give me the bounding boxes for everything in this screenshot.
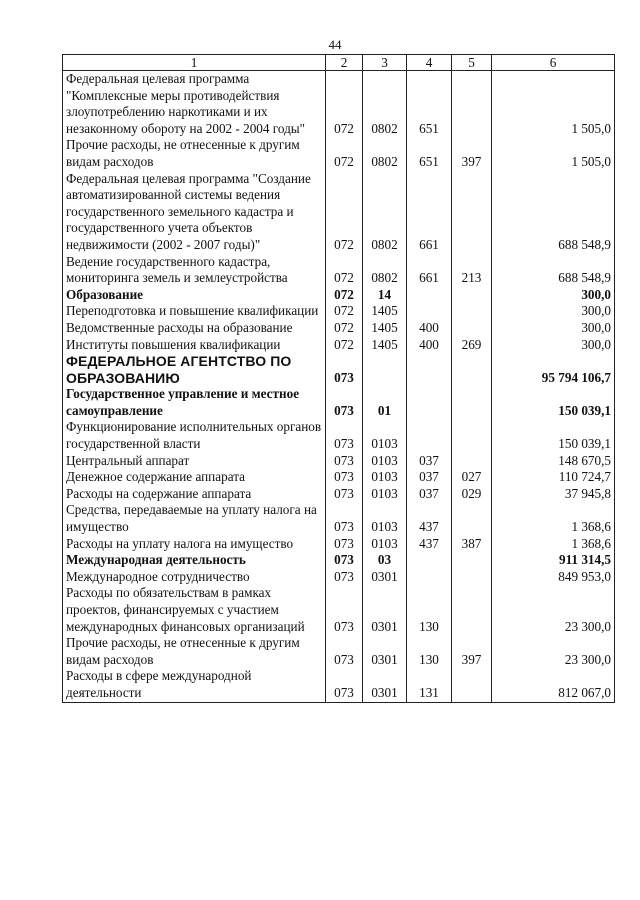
header-cell-6: 6 [492,55,615,71]
row-name: ФЕДЕРАЛЬНОЕ АГЕНТСТВО ПО ОБРАЗОВАНИЮ [63,353,326,386]
row-expense-code: 397 [452,137,492,170]
row-name: Международная деятельность [63,552,326,569]
row-section-code: 072 [326,171,363,254]
header-cell-3: 3 [363,55,407,71]
row-section-code: 073 [326,386,363,419]
row-target-code: 037 [407,486,452,503]
table-row [63,386,615,419]
table-row [63,303,615,320]
row-subsection-code: 0103 [363,453,407,470]
row-subsection-code: 0103 [363,486,407,503]
row-section-code: 073 [326,469,363,486]
row-section-code: 073 [326,585,363,635]
row-section-code: 072 [326,337,363,354]
row-subsection-code: 0103 [363,419,407,452]
row-name: Международное сотрудничество [63,569,326,586]
row-amount: 849 953,0 [492,569,615,586]
row-expense-code [452,353,492,386]
row-expense-code [452,320,492,337]
row-target-code: 651 [407,71,452,138]
row-name: Прочие расходы, не отнесенные к другим видам расходов [63,635,326,668]
row-expense-code [452,552,492,569]
row-expense-code: 269 [452,337,492,354]
row-target-code: 037 [407,453,452,470]
row-section-code: 073 [326,552,363,569]
row-target-code [407,303,452,320]
row-section-code: 072 [326,137,363,170]
row-expense-code: 397 [452,635,492,668]
row-name: Ведение государственного кадастра, мониторинга земель и землеустройства [63,254,326,287]
table-row [63,137,615,170]
row-section-code: 073 [326,453,363,470]
row-amount: 37 945,8 [492,486,615,503]
row-target-code [407,419,452,452]
row-name: Средства, передаваемые на уплату налога на имущество [63,502,326,535]
row-name: Расходы в сфере международной деятельности [63,668,326,702]
row-amount: 1 505,0 [492,71,615,138]
row-section-code: 073 [326,419,363,452]
row-target-code: 661 [407,171,452,254]
row-subsection-code: 0802 [363,137,407,170]
row-target-code: 037 [407,469,452,486]
row-subsection-code: 0802 [363,171,407,254]
table-row [63,635,615,668]
table-row [63,536,615,553]
row-section-code: 072 [326,287,363,304]
row-expense-code [452,303,492,320]
row-expense-code [452,71,492,138]
row-name: Расходы по обязательствам в рамках проектов, финансируемых с участием международных финансовых организаций [63,585,326,635]
row-target-code: 651 [407,137,452,170]
table-row [63,353,615,386]
row-target-code: 130 [407,585,452,635]
row-amount: 150 039,1 [492,386,615,419]
row-expense-code [452,287,492,304]
table-row [63,469,615,486]
table-row [63,453,615,470]
row-target-code: 400 [407,320,452,337]
row-amount: 688 548,9 [492,254,615,287]
row-expense-code [452,569,492,586]
budget-table-body [63,55,615,703]
row-subsection-code: 1405 [363,303,407,320]
row-section-code: 073 [326,353,363,386]
row-section-code: 073 [326,502,363,535]
row-target-code [407,287,452,304]
row-subsection-code: 14 [363,287,407,304]
row-section-code: 072 [326,71,363,138]
row-target-code: 131 [407,668,452,702]
table-row [63,419,615,452]
row-name: Образование [63,287,326,304]
row-subsection-code: 1405 [363,337,407,354]
table-row [63,486,615,503]
row-section-code: 072 [326,254,363,287]
row-expense-code: 387 [452,536,492,553]
row-section-code: 072 [326,303,363,320]
header-row [63,55,615,71]
row-section-code: 073 [326,569,363,586]
row-expense-code: 029 [452,486,492,503]
row-target-code [407,552,452,569]
row-name: Федеральная целевая программа "Комплексные меры противодействия злоупотреблению наркотиками и их незаконному обороту на 2002 - 2004 годы" [63,71,326,138]
row-amount: 23 300,0 [492,585,615,635]
row-subsection-code: 0103 [363,502,407,535]
header-cell-4: 4 [407,55,452,71]
row-name: Переподготовка и повышение квалификации [63,303,326,320]
row-name: Функционирование исполнительных органов государственной власти [63,419,326,452]
table-row [63,71,615,138]
table-row [63,254,615,287]
row-name: Денежное содержание аппарата [63,469,326,486]
row-expense-code [452,419,492,452]
row-subsection-code: 0301 [363,569,407,586]
row-amount: 1 368,6 [492,536,615,553]
row-amount: 300,0 [492,303,615,320]
table-row [63,320,615,337]
row-section-code: 072 [326,320,363,337]
row-section-code: 073 [326,635,363,668]
row-subsection-code: 01 [363,386,407,419]
row-section-code: 073 [326,536,363,553]
row-section-code: 073 [326,486,363,503]
row-name: Государственное управление и местное самоуправление [63,386,326,419]
row-expense-code [452,585,492,635]
row-section-code: 073 [326,668,363,702]
row-subsection-code [363,353,407,386]
row-amount: 148 670,5 [492,453,615,470]
row-subsection-code: 0301 [363,635,407,668]
row-subsection-code: 0301 [363,585,407,635]
row-expense-code [452,386,492,419]
row-expense-code: 213 [452,254,492,287]
row-expense-code [452,668,492,702]
row-subsection-code: 0802 [363,71,407,138]
row-name: Ведомственные расходы на образование [63,320,326,337]
table-row [63,287,615,304]
row-expense-code: 027 [452,469,492,486]
header-cell-5: 5 [452,55,492,71]
row-target-code [407,353,452,386]
row-subsection-code: 1405 [363,320,407,337]
row-target-code: 400 [407,337,452,354]
header-cell-1: 1 [63,55,326,71]
row-name: Расходы на уплату налога на имущество [63,536,326,553]
row-target-code: 437 [407,502,452,535]
row-target-code: 130 [407,635,452,668]
row-subsection-code: 03 [363,552,407,569]
table-row [63,668,615,702]
row-expense-code [452,453,492,470]
row-target-code: 661 [407,254,452,287]
row-amount: 812 067,0 [492,668,615,702]
table-row [63,569,615,586]
header-cell-2: 2 [326,55,363,71]
row-target-code [407,386,452,419]
table-row [63,502,615,535]
row-name: Прочие расходы, не отнесенные к другим видам расходов [63,137,326,170]
row-amount: 300,0 [492,287,615,304]
row-name: Центральный аппарат [63,453,326,470]
table-row [63,337,615,354]
row-amount: 300,0 [492,337,615,354]
row-expense-code [452,502,492,535]
table-row [63,552,615,569]
row-subsection-code: 0103 [363,536,407,553]
row-amount: 911 314,5 [492,552,615,569]
row-amount: 23 300,0 [492,635,615,668]
row-subsection-code: 0103 [363,469,407,486]
row-amount: 1 505,0 [492,137,615,170]
budget-table [62,54,615,703]
row-amount: 150 039,1 [492,419,615,452]
row-name: Федеральная целевая программа "Создание автоматизированной системы ведения государственного земельного кадастра и государственного учета объектов недвижимости (2002 - 2007 годы)" [63,171,326,254]
row-amount: 95 794 106,7 [492,353,615,386]
table-row [63,171,615,254]
row-expense-code [452,171,492,254]
row-amount: 110 724,7 [492,469,615,486]
row-amount: 1 368,6 [492,502,615,535]
row-amount: 300,0 [492,320,615,337]
row-name: Институты повышения квалификации [63,337,326,354]
row-target-code [407,569,452,586]
page-number: 44 [328,37,342,52]
row-subsection-code: 0301 [363,668,407,702]
row-name: Расходы на содержание аппарата [63,486,326,503]
row-subsection-code: 0802 [363,254,407,287]
table-row [63,585,615,635]
row-target-code: 437 [407,536,452,553]
row-amount: 688 548,9 [492,171,615,254]
